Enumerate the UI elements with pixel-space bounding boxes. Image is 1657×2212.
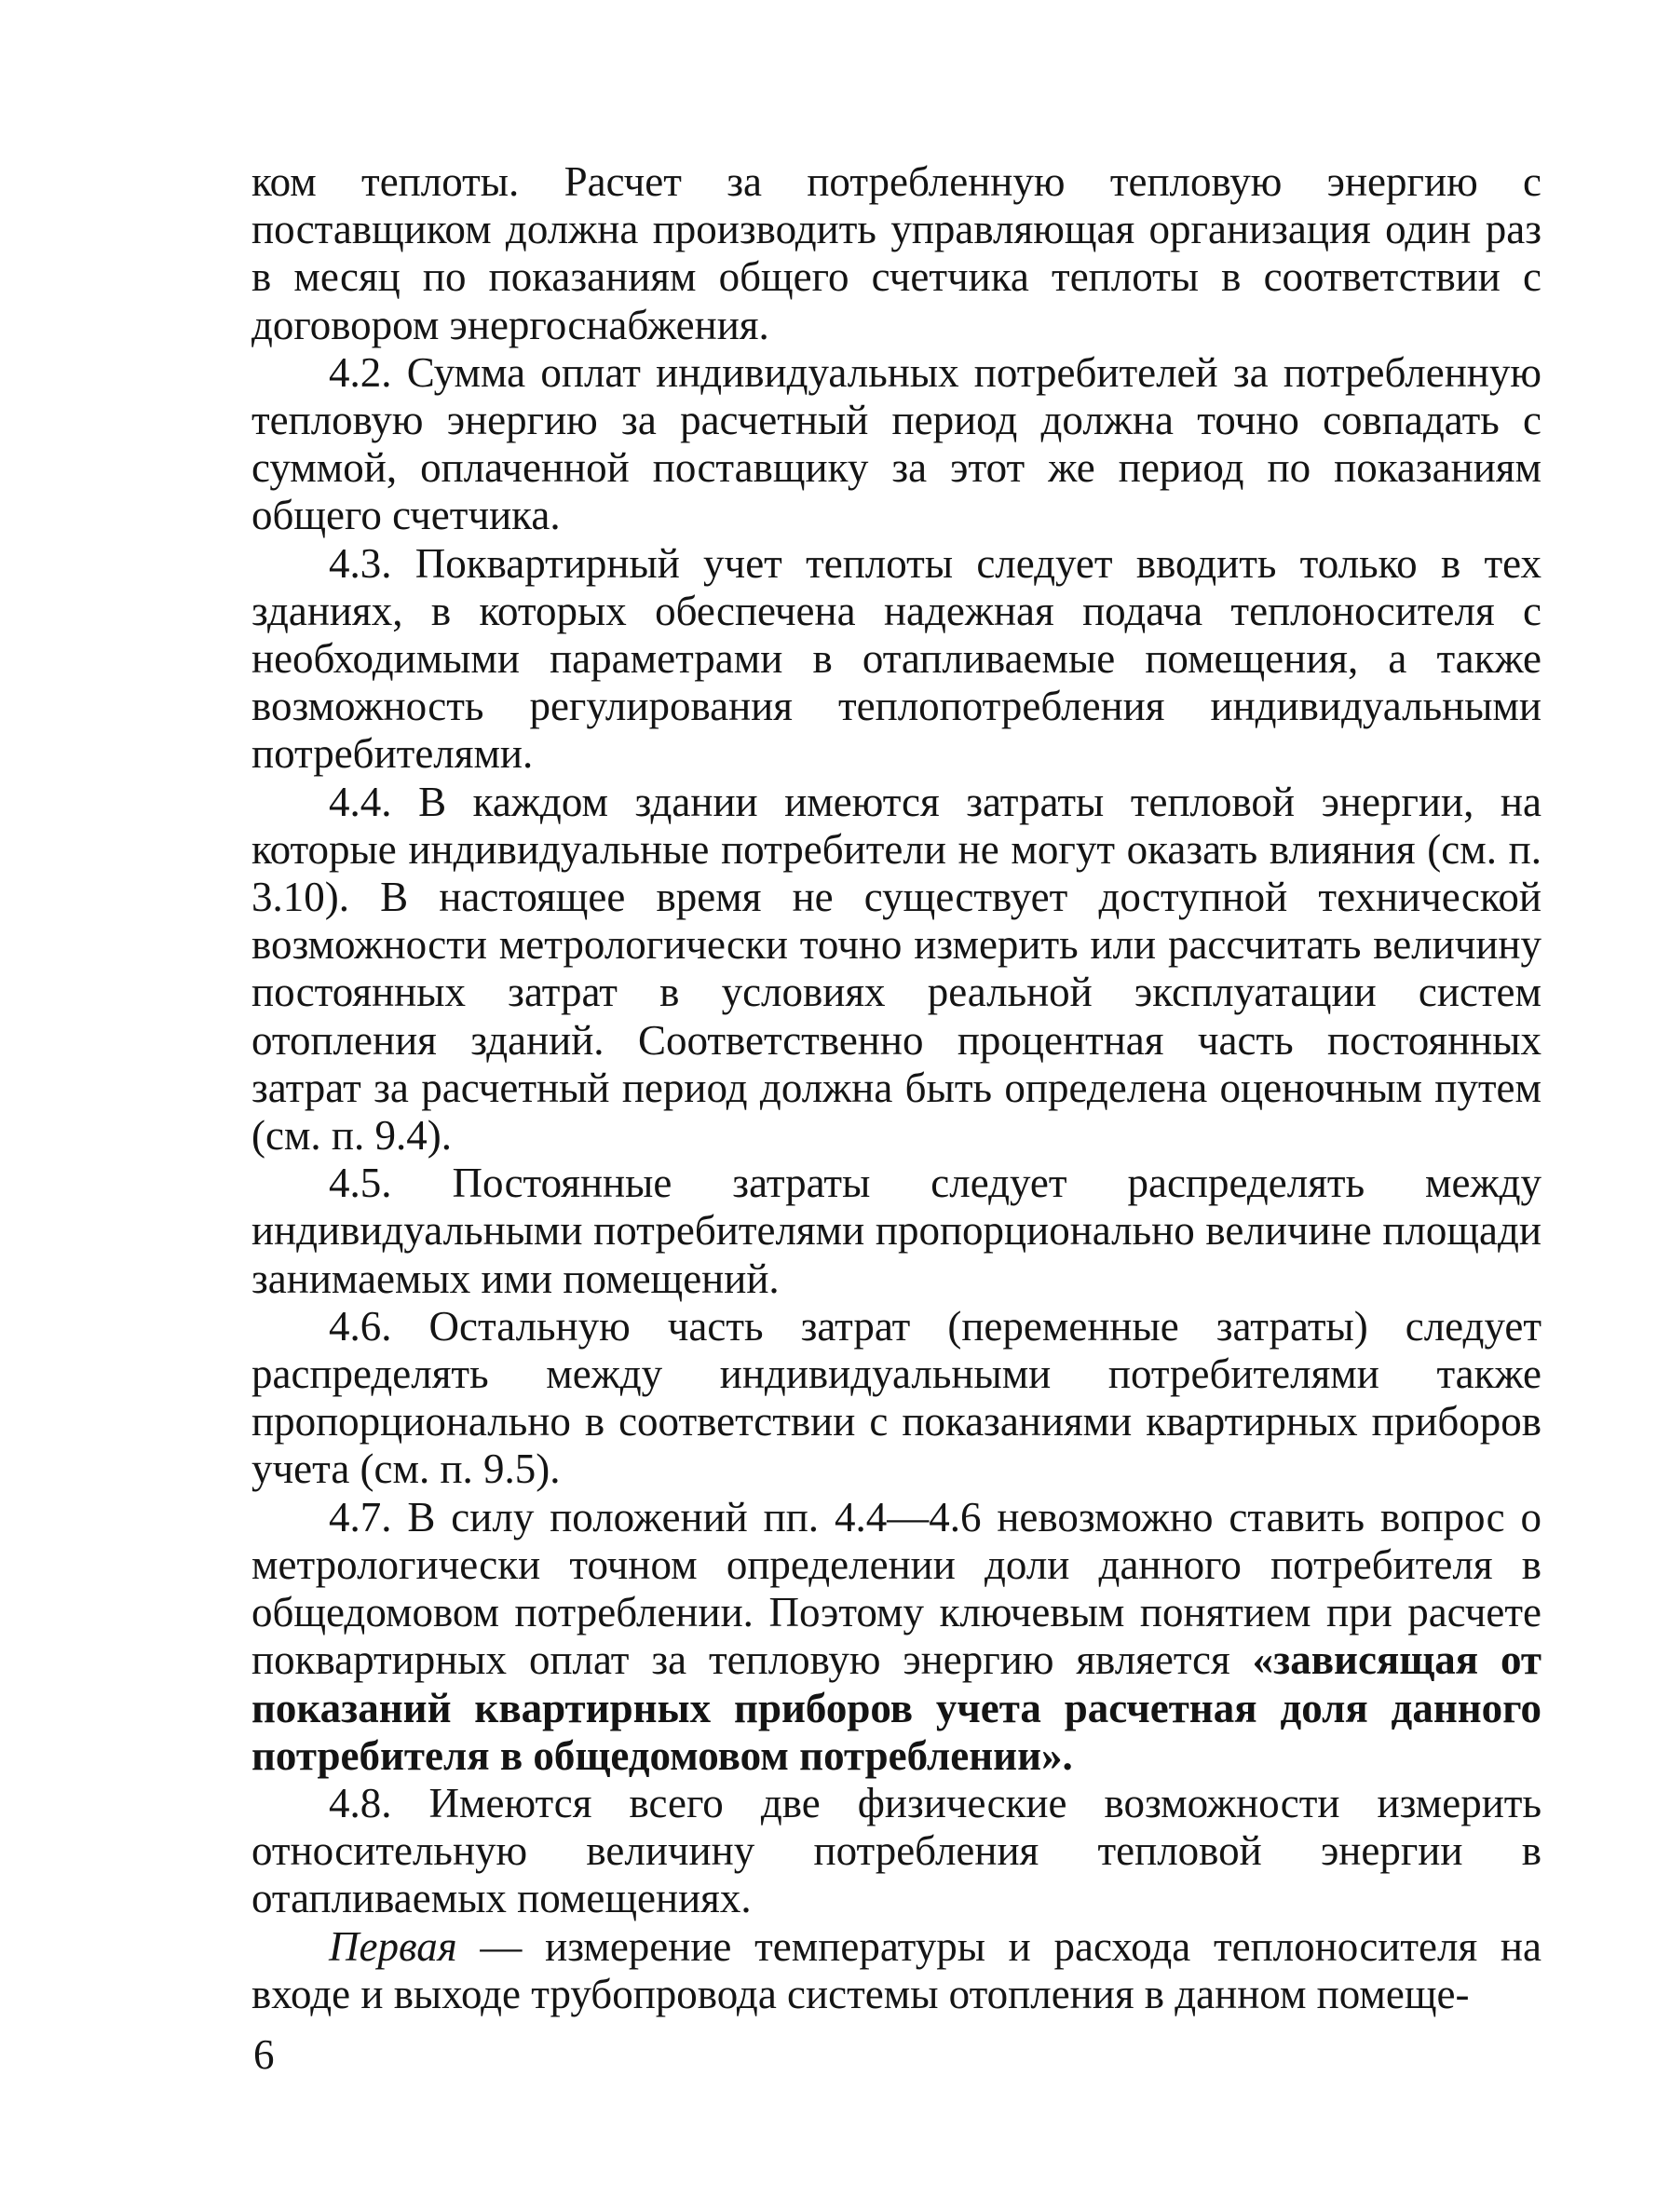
bold-emphasis: «зависящая от показаний квартирных приборов учета расчетная доля данного потребителя в общедомовом потреблении». [251, 1636, 1542, 1779]
paragraph-4-4 [251, 779, 1542, 1160]
paragraph-4-5 [251, 1160, 1542, 1303]
paragraph-text: 4.8. Имеются всего две физические возможности измерить относительную величину потребления тепловой энергии в отапливаемых помещениях. [251, 1779, 1542, 1922]
paragraph-text: 4.4. В каждом здании имеются затраты тепловой энергии, на которые индивидуальные потребители не могут оказать влияния (см. п. 3.10). В настоящее время не существует доступной технической возможности метрологически точно измерить или рассчитать величину постоянных затрат в условиях реальной эксплуатации систем отопления зданий. Соответственно процентная часть постоянных затрат за расчетный период должна быть определена оценочным путем (см. п. 9.4). [251, 778, 1542, 1160]
paragraph-text: 4.6. Остальную часть затрат (переменные затраты) следует распределять между индивидуальными потребителями также пропорционально в соответствии с показаниями квартирных приборов учета (см. п. 9.5). [251, 1302, 1542, 1493]
paragraph-4-2 [251, 349, 1542, 540]
body-text [251, 158, 1542, 2018]
paragraph-4-3 [251, 540, 1542, 779]
italic-term: Первая [329, 1922, 457, 1970]
paragraph-text: ком теплоты. Расчет за потребленную тепловую энергию с поставщиком должна производить управляющая организация один раз в месяц по показаниям общего счетчика теплоты в соответствии с договором энергоснабжения. [251, 158, 1542, 348]
paragraph-text: 4.2. Сумма оплат индивидуальных потребителей за потребленную тепловую энергию за расчетный период должна точно совпадать с суммой, оплаченной поставщику за этот же период по показаниям общего счетчика. [251, 348, 1542, 539]
paragraph-4-7 [251, 1494, 1542, 1780]
paragraph-4-8 [251, 1780, 1542, 1923]
paragraph-text: 4.3. Поквартирный учет теплоты следует вводить только в тех зданиях, в которых обеспечена надежная подача теплоносителя с необходимыми параметрами в отапливаемые помещения, а также возможность регулирования теплопотребления индивидуальными потребителями. [251, 539, 1542, 778]
paragraph-continuation [251, 158, 1542, 349]
paragraph-text: — измерение температуры и расхода теплоносителя на входе и выходе трубопровода системы отопления в данном помеще- [251, 1922, 1542, 2017]
paragraph-4-6 [251, 1303, 1542, 1494]
paragraph-text: 4.5. Постоянные затраты следует распределять между индивидуальными потребителями пропорционально величине площади занимаемых ими помещений. [251, 1160, 1542, 1302]
page-number: 6 [253, 2031, 275, 2078]
paragraph-text: 4.7. В силу положений пп. 4.4—4.6 невозможно ставить вопрос о метрологически точном определении доли данного потребителя в общедомовом потреблении. Поэтому ключевым понятием при расчете поквартирных оплат за тепловую энергию является [251, 1493, 1542, 1684]
paragraph-first-method [251, 1923, 1542, 2018]
